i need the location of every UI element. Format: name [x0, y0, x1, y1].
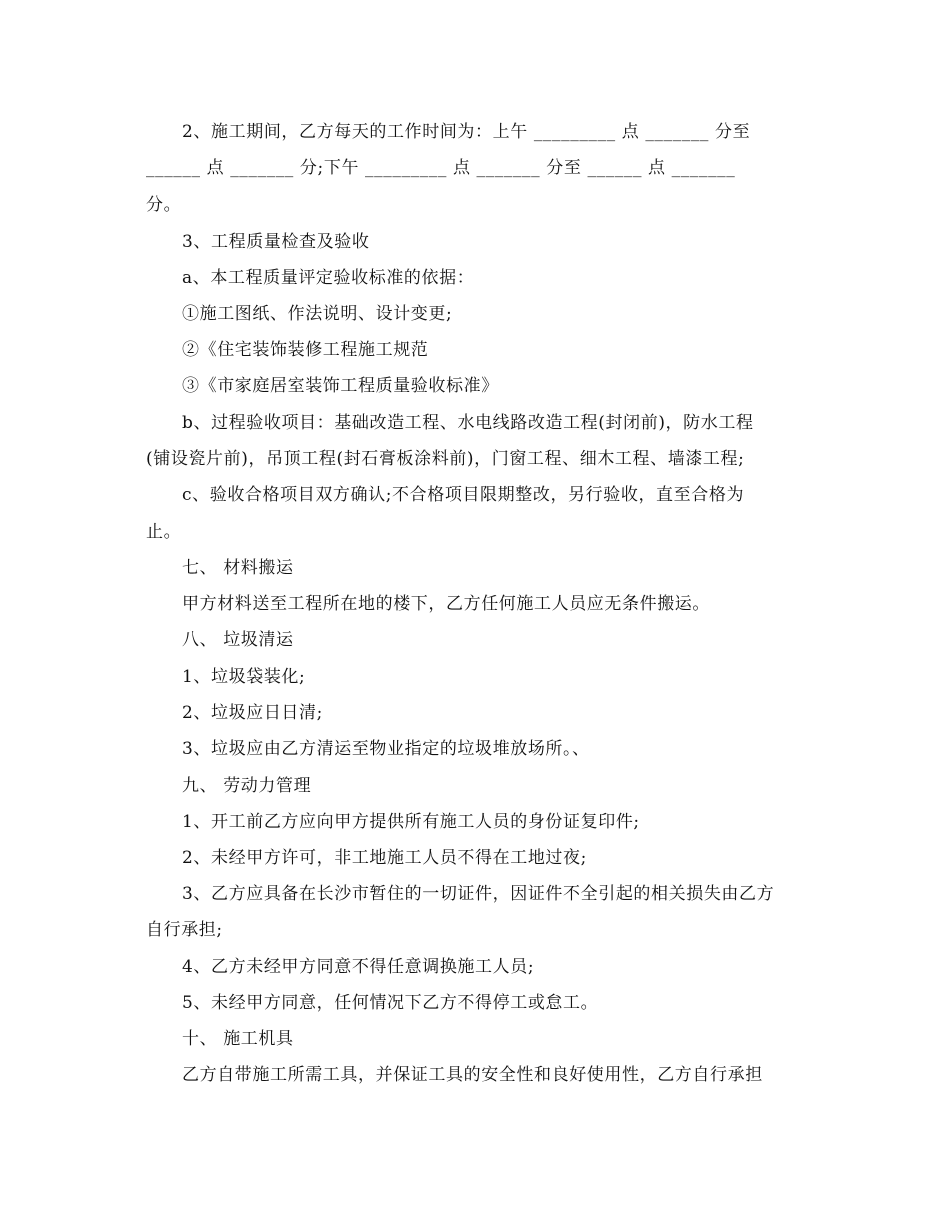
text-line: 4、乙方未经甲方同意不得任意调换施工人员;	[182, 957, 535, 977]
text-line: a、本工程质量评定验收标准的依据：	[182, 268, 475, 288]
text-line: 2、垃圾应日日清;	[182, 703, 323, 723]
text-line: ③《市家庭居室装饰工程质量验收标准》	[182, 376, 499, 396]
text-line: ②《住宅装饰装修工程施工规范	[182, 340, 429, 360]
section-heading: 九、 劳动力管理	[182, 776, 312, 796]
text-line: b、过程验收项目：基础改造工程、水电线路改造工程(封闭前)，防水工程	[182, 413, 754, 433]
text-line: 甲方材料送至工程所在地的楼下，乙方任何施工人员应无条件搬运。	[182, 594, 710, 614]
section-heading: 十、 施工机具	[182, 1029, 294, 1049]
text-line: 1、垃圾袋装化;	[182, 667, 306, 687]
text-line: ______ 点 _______ 分;下午 _________ 点 _______ 分至 ______ 点 _______	[146, 158, 736, 178]
text-line: 乙方自带施工所需工具，并保证工具的安全性和良好使用性，乙方自行承担	[182, 1065, 763, 1085]
text-line: 1、开工前乙方应向甲方提供所有施工人员的身份证复印件;	[182, 812, 640, 832]
text-line: (铺设瓷片前)，吊顶工程(封石膏板涂料前)，门窗工程、细木工程、墙漆工程;	[146, 449, 745, 469]
text-line: 2、未经甲方许可，非工地施工人员不得在工地过夜;	[182, 848, 587, 868]
text-line: c、验收合格项目双方确认;不合格项目限期整改，另行验收，直至合格为	[182, 485, 745, 505]
text-line: 3、乙方应具备在长沙市暂住的一切证件，因证件不全引起的相关损失由乙方	[182, 884, 775, 904]
text-line: 3、垃圾应由乙方清运至物业指定的垃圾堆放场所。、	[182, 739, 590, 759]
text-line: 3、工程质量检查及验收	[182, 232, 370, 252]
text-line: ①施工图纸、作法说明、设计变更;	[182, 304, 453, 324]
text-line: 止。	[146, 522, 182, 542]
section-heading: 七、 材料搬运	[182, 558, 294, 578]
section-heading: 八、 垃圾清运	[182, 630, 294, 650]
text-line: 分。	[146, 195, 182, 215]
text-line: 自行承担;	[146, 920, 223, 940]
text-line: 5、未经甲方同意，任何情况下乙方不得停工或怠工。	[182, 993, 599, 1013]
text-line: 2、施工期间，乙方每天的工作时间为：上午 _________ 点 _______ 分至	[182, 122, 751, 142]
